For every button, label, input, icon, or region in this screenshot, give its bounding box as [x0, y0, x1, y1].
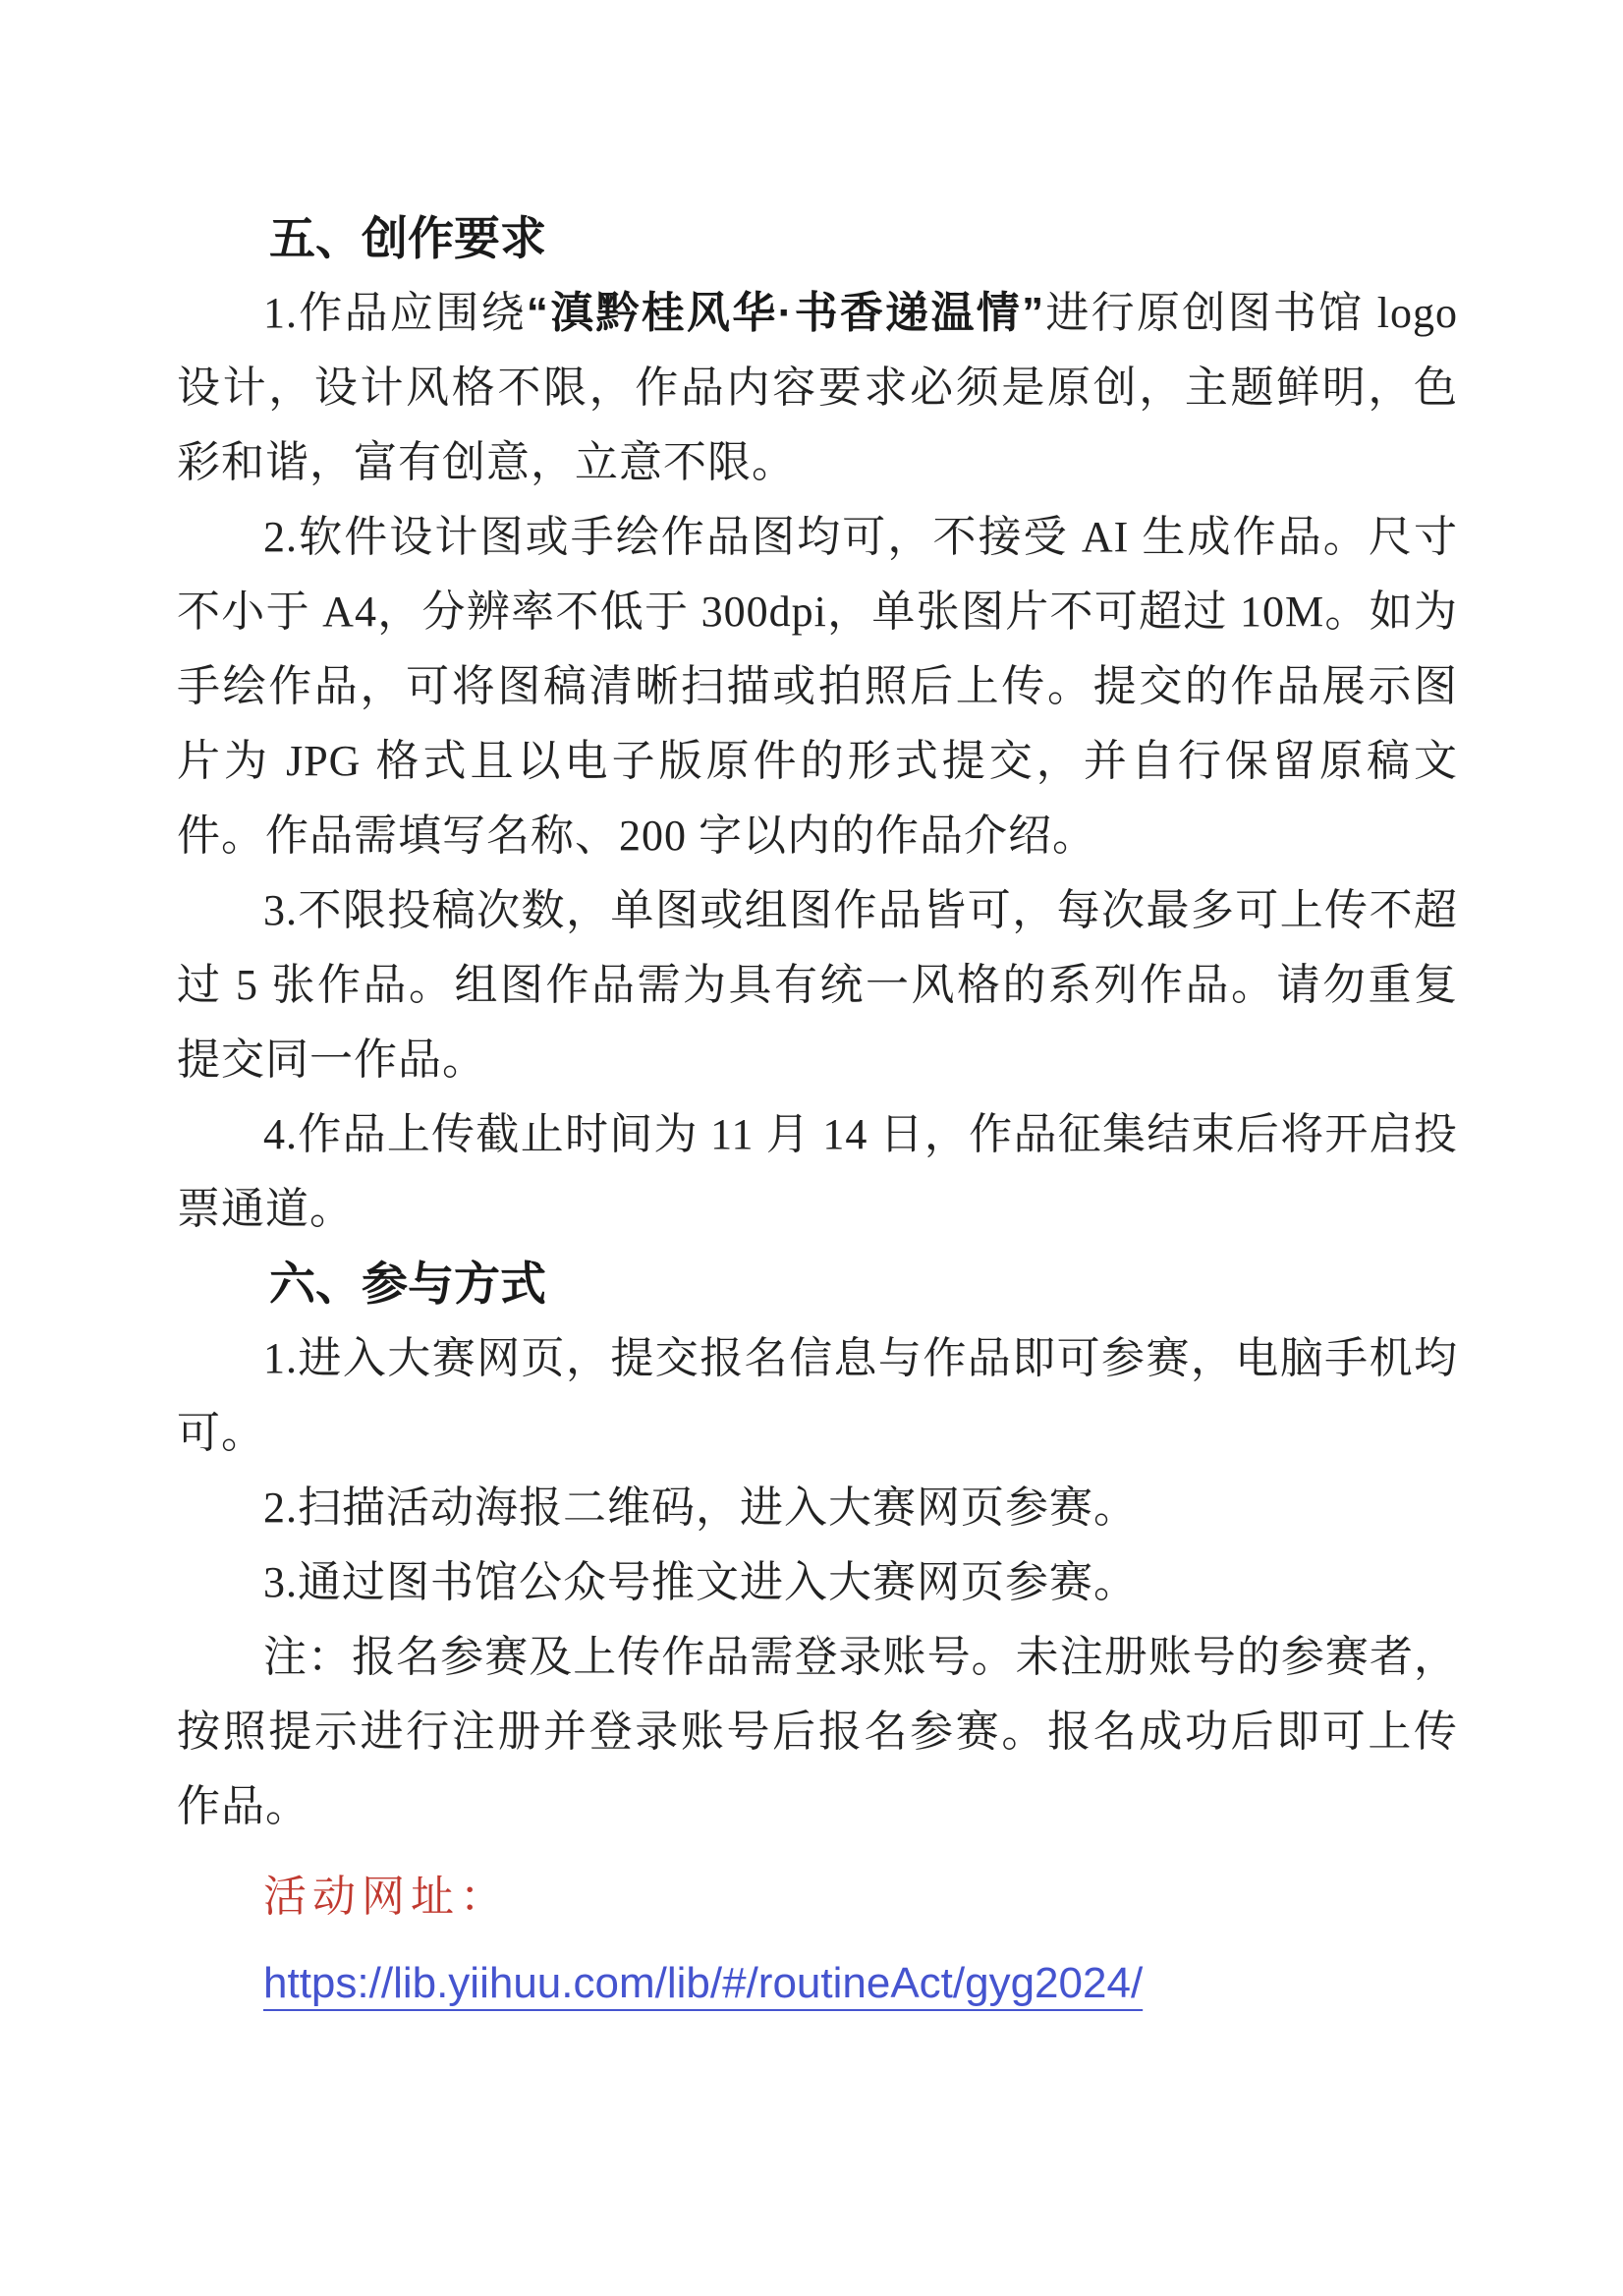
- contest-theme-title: “滇黔桂风华·书香递温情”: [526, 289, 1045, 337]
- section5-paragraph-2: 2.软件设计图或手绘作品图均可，不接受 AI 生成作品。尺寸不小于 A4，分辨率不低于 300dpi，单张图片不可超过 10M。如为手绘作品，可将图稿清晰扫描或拍照后上传。提交的作品展示图片为 JPG 格式且以电子版原件的形式提交，并自行保留原稿文件。作品需填写名称、200 字以内的作品介绍。: [177, 513, 1458, 860]
- section5-paragraph-3: 3.不限投稿次数，单图或组图作品皆可，每次最多可上传不超过 5 张作品。组图作品需为具有统一风格的系列作品。请勿重复提交同一作品。: [177, 886, 1458, 1084]
- document-body: [177, 201, 1458, 2021]
- section6-paragraph-3: 3.通过图书馆公众号推文进入大赛网页参赛。: [263, 1558, 1138, 1606]
- section6-paragraph-2: 2.扫描活动海报二维码，进入大赛网页参赛。: [263, 1484, 1138, 1532]
- activity-url-line: [177, 1946, 1458, 2021]
- activity-url-link[interactable]: https://lib.yiihuu.com/lib/#/routineAct/gyg2024/: [263, 1959, 1144, 2007]
- section6-paragraph-1: 1.进入大赛网页，提交报名信息与作品即可参赛，电脑手机均可。: [177, 1334, 1458, 1457]
- section5-paragraph-1-prefix: 1.作品应围绕: [263, 289, 527, 337]
- section5-heading: 五、创作要求: [269, 212, 546, 264]
- section5-paragraph-1-suffix: 进行原创图书馆 logo 设计，设计风格不限，作品内容要求必须是原创，主题鲜明，色彩和谐，富有创意，立意不限。: [177, 289, 1459, 486]
- section6-note: 注：报名参赛及上传作品需登录账号。未注册账号的参赛者，按照提示进行注册并登录账号后报名参赛。报名成功后即可上传作品。: [177, 1633, 1458, 1830]
- activity-url-label: 活动网址：: [263, 1873, 509, 1921]
- section5-paragraph-1: [177, 276, 1458, 500]
- section5-paragraph-4: 4.作品上传截止时间为 11 月 14 日，作品征集结束后将开启投票通道。: [177, 1110, 1458, 1233]
- section6-heading: 六、参与方式: [269, 1258, 546, 1310]
